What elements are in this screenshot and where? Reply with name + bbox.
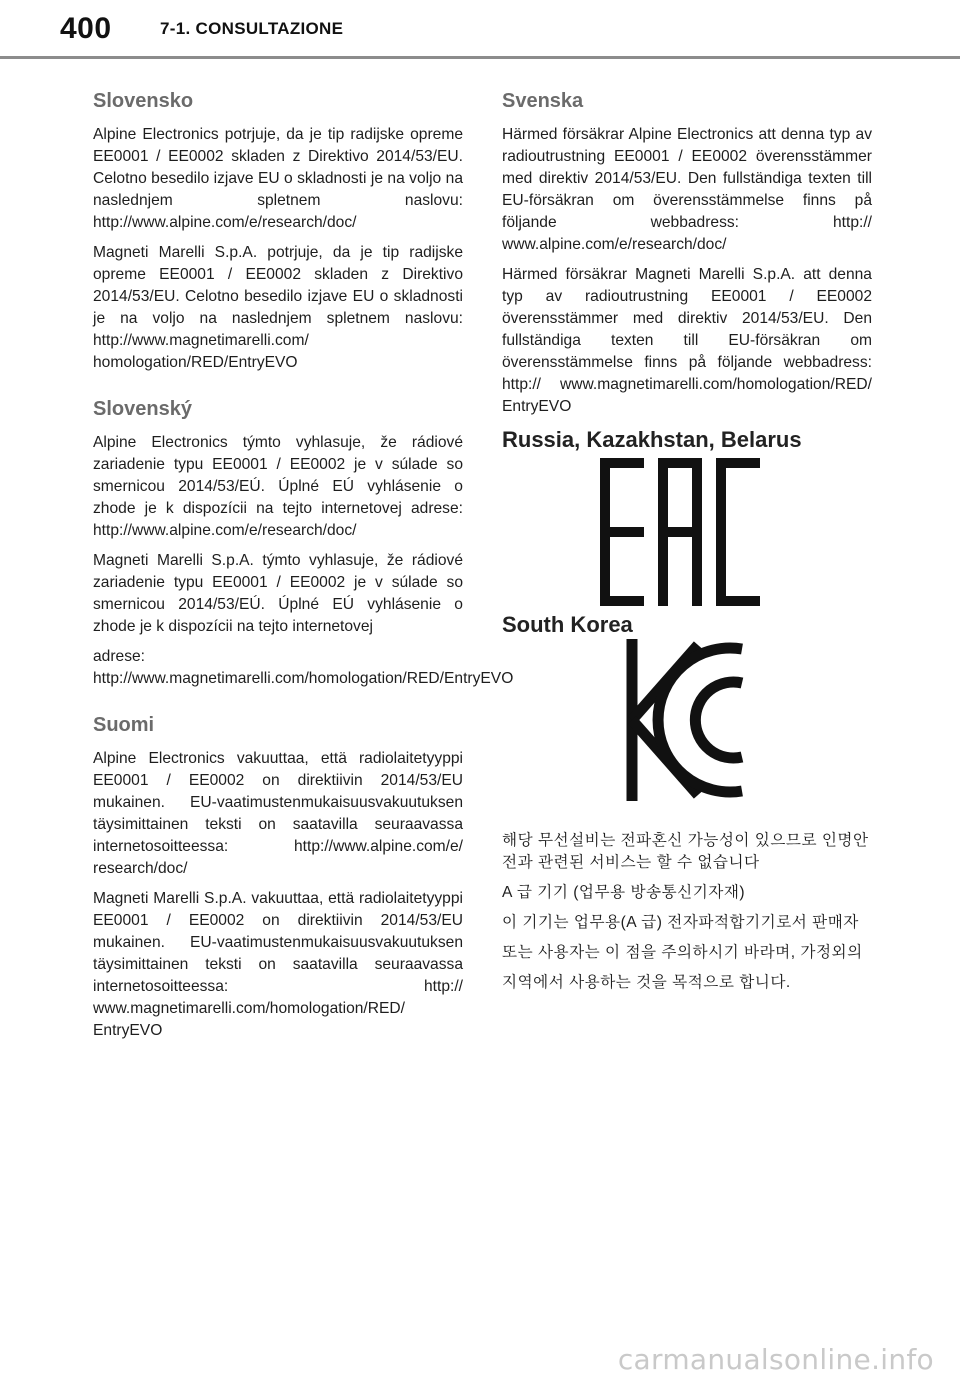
eac-logo-svg [600, 458, 760, 606]
paragraph: 지역에서 사용하는 것을 목적으로 합니다. [502, 974, 791, 991]
paragraph: Magneti Marelli S.p.A. potrjuje, da je tip radijske opreme EE0001 / EE0002 skladen z Direktivo 2014/53/EU. Celotno besedilo izjave EU o skladnosti je na voljo na naslednjem spletnem naslovu: http://www.magnetimarelli.com/ homologation/RED/EntryEVO [93, 244, 463, 371]
heading-svenska: Svenska [502, 90, 584, 112]
heading-slovensko: Slovensko [93, 90, 194, 112]
paragraph: 이 기기는 업무용(A 급) 전자파적합기기로서 판매자 [502, 914, 859, 931]
paragraph: Magneti Marelli S.p.A. vakuuttaa, että radiolaitetyyppi EE0001 / EE0002 on direktiivin 2014/53/EU mukainen. EU-vaatimustenmukaisuusvakuutuksen täysimittainen teksti on saatavilla seuraavassa internetosoitteessa: http:// www.magnetimarelli.com/homologation/RED/ EntryEVO [93, 890, 463, 1039]
paragraph: A 급 기기 (업무용 방송통신기자재) [502, 884, 746, 901]
paragraph: Härmed försäkrar Alpine Electronics att denna typ av radioutrustning EE0001 / EE0002 överensstämmer med direktiv 2014/53/EU. Den fullständiga texten till EU-försäkran om överensstämmelse finns på följande webbadress: http:// www.alpine.com/e/research/doc/ [502, 126, 872, 253]
paragraph: Alpine Electronics týmto vyhlasuje, že rádiové zariadenie typu EE0001 / EE0002 je v súlade so smernicou 2014/53/EÚ. Úplné EÚ vyhlásenie o zhode je k dispozícii na tejto internetovej adrese: http://www.alpine.com/e/research/doc/ [93, 434, 463, 539]
section-russia [502, 426, 872, 611]
heading-russia: Russia, Kazakhstan, Belarus [502, 427, 802, 452]
heading-korea: South Korea [502, 612, 633, 637]
chapter-title: 7-1. CONSULTAZIONE [160, 19, 344, 38]
heading-suomi: Suomi [93, 714, 155, 736]
page-header [0, 0, 960, 62]
left-column [93, 88, 514, 1050]
section-korea [502, 611, 872, 994]
paragraph: 또는 사용자는 이 점을 주의하시기 바라며, 가정외의 [502, 944, 863, 961]
paragraph: 해당 무선설비는 전파혼신 가능성이 있으므로 인명안전과 관련된 서비스는 할 수 없습니다 [502, 832, 869, 871]
section-slovensko [93, 88, 463, 374]
page-number: 400 [60, 12, 112, 45]
paragraph: Alpine Electronics vakuuttaa, että radiolaitetyyppi EE0001 / EE0002 on direktiivin 2014/53/EU mukainen. EU-vaatimustenmukaisuusvakuutuksen täysimittainen teksti on saatavilla seuraavassa internetosoitteessa: http://www.alpine.com/e/ research/doc/ [93, 750, 463, 877]
section-suomi [93, 712, 463, 1042]
eac-logo-icon [600, 458, 872, 611]
kc-logo-svg [626, 639, 748, 801]
header-divider [0, 56, 960, 59]
section-svenska [502, 88, 872, 418]
kc-logo-icon [626, 639, 872, 806]
section-slovensky [93, 396, 514, 690]
paragraph: Härmed försäkrar Magneti Marelli S.p.A. att denna typ av radioutrustning EE0001 / EE0002 överensstämmer med direktiv 2014/53/EU. Den fullständiga texten till EU-försäkran om överensstämmelse finns på följande webbadress: http:// www.magnetimarelli.com/homologation/RED/ EntryEVO [502, 266, 872, 415]
paragraph: Alpine Electronics potrjuje, da je tip radijske opreme EE0001 / EE0002 skladen z Direktivo 2014/53/EU. Celotno besedilo izjave EU o skladnosti je na voljo na naslednjem spletnem naslovu: http://www.alpine.com/e/research/doc/ [93, 126, 463, 231]
korean-notice [502, 830, 872, 994]
paragraph: Magneti Marelli S.p.A. týmto vyhlasuje, že rádiové zariadenie typu EE0001 / EE0002 je v súlade so smernicou 2014/53/EÚ. Úplné EÚ vyhlásenie o zhode je k dispozícii na tejto internetovej [93, 552, 463, 635]
heading-slovensky: Slovenský [93, 398, 192, 420]
paragraph: adrese: http://www.magnetimarelli.com/homologation/RED/EntryEVO [93, 648, 514, 687]
right-column [502, 88, 872, 1002]
watermark: carmanualsonline.info [617, 1343, 934, 1376]
